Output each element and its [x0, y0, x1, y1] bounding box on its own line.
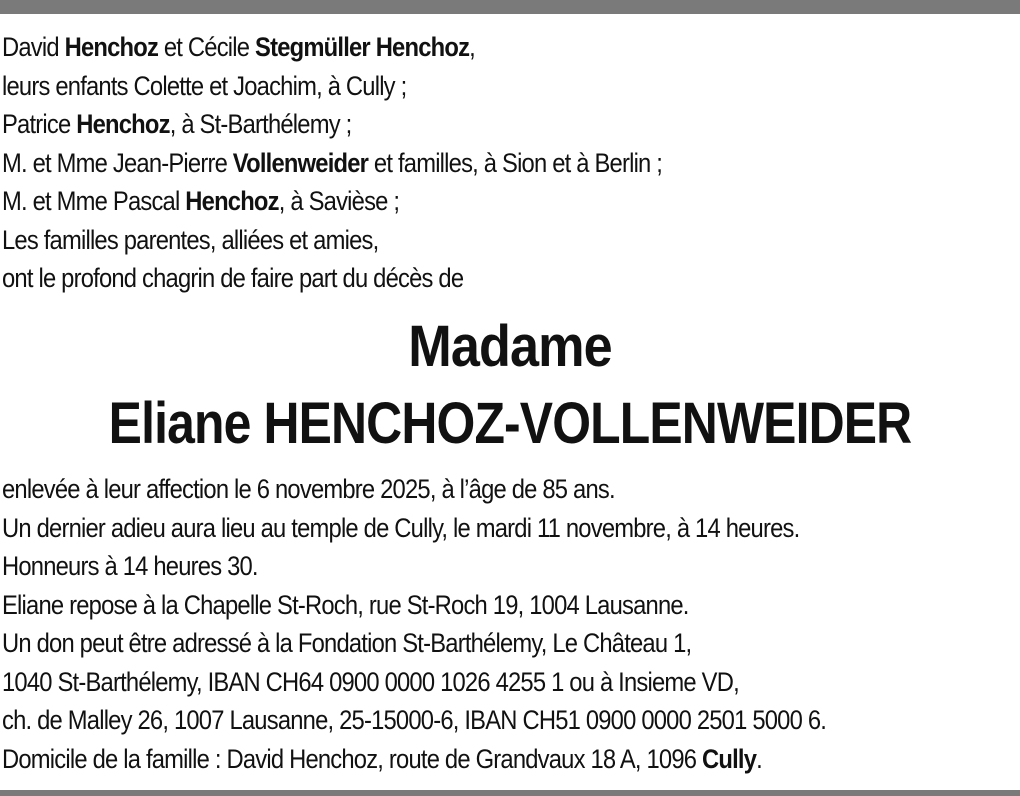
text-run: et familles, à Sion et à Berlin ;: [368, 147, 663, 178]
surname-bold: Henchoz: [64, 32, 159, 62]
top-rule: [0, 0, 1020, 14]
announcement-line: [2, 259, 896, 298]
text-run: M. et Mme Jean-Pierre: [2, 147, 233, 178]
bottom-rule: [0, 790, 1020, 796]
deceased-name: Eliane HENCHOZ-VOLLENWEIDER: [108, 391, 912, 456]
detail-line: [2, 701, 896, 740]
detail-line: [2, 547, 896, 586]
family-announcement: [2, 28, 1018, 298]
town-bold: Cully: [702, 743, 757, 774]
detail-line: [2, 586, 896, 625]
text-run: Honneurs à 14 heures 30.: [2, 551, 258, 581]
detail-line: [2, 740, 896, 779]
text-run: David: [2, 32, 65, 62]
announcement-line: [2, 105, 896, 144]
text-run: enlevée à leur affection le 6 novembre 2025, à l’âge de 85 ans.: [2, 474, 615, 504]
text-run: , à St-Barthélemy ;: [169, 109, 352, 139]
text-run: et Cécile: [158, 32, 256, 62]
detail-line: [2, 509, 896, 548]
detail-line: [2, 470, 896, 509]
text-run: M. et Mme Pascal: [2, 186, 186, 216]
detail-line: [2, 663, 896, 702]
text-run: ,: [469, 32, 475, 62]
announcement-line: [2, 144, 896, 183]
text-run: Domicile de la famille : David Henchoz, route de Grandvaux 18 A, 1096: [2, 743, 703, 774]
text-run: , à Savièse ;: [278, 186, 400, 216]
surname-bold: Henchoz: [76, 109, 170, 139]
text-run: 1040 St-Barthélemy, IBAN CH64 0900 0000 1026 4255 1 ou à Insieme VD,: [2, 666, 739, 697]
text-run: leurs enfants Colette et Joachim, à Cully ;: [2, 70, 407, 101]
detail-line: [2, 624, 896, 663]
text-run: ch. de Malley 26, 1007 Lausanne, 25-15000-6, IBAN CH51 0900 0000 2501 5000 6.: [2, 705, 827, 735]
deceased-heading: [0, 310, 1020, 464]
announcement-line: [2, 28, 896, 67]
announcement-line: [2, 182, 896, 221]
text-run: ont le profond chagrin de faire part du décès de: [2, 263, 464, 293]
announcement-line: [2, 67, 896, 106]
surname-bold: Henchoz: [185, 186, 279, 216]
funeral-details: [2, 470, 1018, 778]
announcement-line: [2, 221, 896, 260]
deceased-title: Madame: [408, 314, 612, 379]
text-run: Un dernier adieu aura lieu au temple de Cully, le mardi 11 novembre, à 14 heures.: [2, 512, 800, 543]
text-run: Eliane repose à la Chapelle St-Roch, rue St-Roch 19, 1004 Lausanne.: [2, 589, 689, 620]
text-run: Un don peut être adressé à la Fondation St-Barthélemy, Le Château 1,: [2, 628, 692, 658]
surname-bold: Vollenweider: [232, 147, 369, 178]
text-run: .: [756, 743, 762, 774]
surname-bold: Stegmüller Henchoz: [255, 32, 470, 62]
text-run: Les familles parentes, alliées et amies,: [2, 224, 379, 255]
text-run: Patrice: [2, 109, 77, 139]
